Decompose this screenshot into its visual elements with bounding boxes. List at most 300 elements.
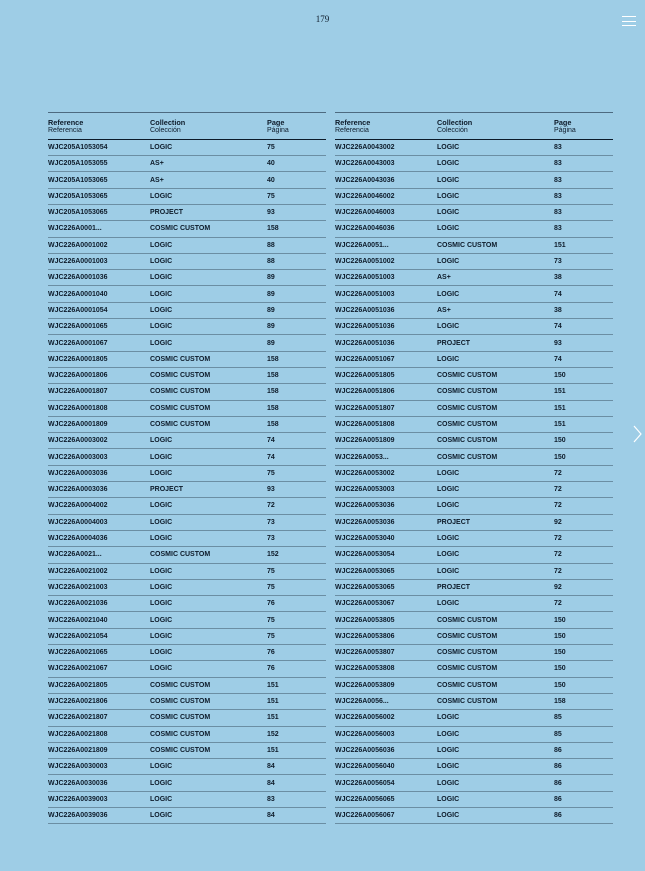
collection-cell: LOGIC	[150, 563, 267, 579]
table-row	[48, 742, 326, 758]
table-row	[48, 547, 326, 563]
table-row	[48, 172, 326, 188]
collection-cell: LOGIC	[150, 775, 267, 791]
collection-cell: LOGIC	[150, 530, 267, 546]
collection-cell: AS+	[437, 270, 554, 286]
page-cell: 150	[554, 449, 613, 465]
page-cell: 72	[554, 498, 613, 514]
reference-cell: WJC226A0043003	[335, 156, 437, 172]
reference-cell: WJC226A0053807	[335, 645, 437, 661]
page-cell: 93	[267, 482, 326, 498]
table-row	[335, 384, 613, 400]
reference-cell: WJC226A0056040	[335, 759, 437, 775]
collection-cell: LOGIC	[150, 514, 267, 530]
table-row	[48, 433, 326, 449]
collection-cell: LOGIC	[150, 807, 267, 823]
page-cell: 150	[554, 677, 613, 693]
reference-cell: WJC226A0021003	[48, 579, 150, 595]
collection-cell: LOGIC	[437, 807, 554, 823]
collection-cell: LOGIC	[150, 286, 267, 302]
reference-cell: WJC226A0051003	[335, 270, 437, 286]
table-row	[48, 482, 326, 498]
reference-cell: WJC226A0053065	[335, 563, 437, 579]
page-cell: 83	[554, 188, 613, 204]
reference-cell: WJC226A0001808	[48, 400, 150, 416]
table-row	[48, 384, 326, 400]
reference-cell: WJC226A0053036	[335, 498, 437, 514]
page-cell: 86	[554, 742, 613, 758]
table-row	[48, 400, 326, 416]
reference-cell: WJC226A0051067	[335, 351, 437, 367]
reference-cell: WJC226A0030003	[48, 759, 150, 775]
collection-cell: COSMIC CUSTOM	[150, 726, 267, 742]
page-cell: 151	[267, 677, 326, 693]
page-cell: 158	[267, 384, 326, 400]
collection-cell: LOGIC	[150, 433, 267, 449]
table-row	[335, 270, 613, 286]
table-row	[48, 612, 326, 628]
reference-cell: WJC226A0053003	[335, 482, 437, 498]
collection-cell: LOGIC	[437, 156, 554, 172]
collection-cell: AS+	[437, 302, 554, 318]
collection-cell: LOGIC	[437, 482, 554, 498]
reference-cell: WJC226A0051809	[335, 433, 437, 449]
page-cell: 75	[267, 139, 326, 155]
table-row	[335, 791, 613, 807]
page-cell: 75	[267, 465, 326, 481]
reference-cell: WJC226A0001036	[48, 270, 150, 286]
page-cell: 38	[554, 270, 613, 286]
table-row	[48, 205, 326, 221]
collection-cell: COSMIC CUSTOM	[150, 221, 267, 237]
table-row	[48, 449, 326, 465]
collection-cell: COSMIC CUSTOM	[437, 384, 554, 400]
table-row	[335, 400, 613, 416]
collection-cell: LOGIC	[437, 726, 554, 742]
reference-cell: WJC226A0001067	[48, 335, 150, 351]
table-row	[335, 579, 613, 595]
page-cell: 72	[554, 596, 613, 612]
table-row	[335, 677, 613, 693]
page-cell: 75	[267, 563, 326, 579]
page-cell: 150	[554, 612, 613, 628]
collection-cell: COSMIC CUSTOM	[437, 449, 554, 465]
page-cell: 83	[267, 791, 326, 807]
collection-cell: COSMIC CUSTOM	[437, 433, 554, 449]
page-cell: 74	[267, 433, 326, 449]
collection-cell: LOGIC	[150, 645, 267, 661]
page-cell: 84	[267, 759, 326, 775]
reference-cell: WJC226A0043002	[335, 139, 437, 155]
table-row	[335, 221, 613, 237]
page-cell: 73	[267, 514, 326, 530]
reference-cell: WJC226A0053054	[335, 547, 437, 563]
reference-cell: WJC226A0004003	[48, 514, 150, 530]
reference-cell: WJC205A1053065	[48, 172, 150, 188]
table-row	[335, 693, 613, 709]
page-cell: 93	[554, 335, 613, 351]
collection-cell: LOGIC	[437, 221, 554, 237]
table-row	[335, 547, 613, 563]
collection-cell: LOGIC	[150, 661, 267, 677]
table-row	[335, 628, 613, 644]
page-cell: 75	[267, 612, 326, 628]
table-row	[335, 335, 613, 351]
header-reference: Reference Referencia	[48, 113, 150, 140]
menu-icon[interactable]	[622, 16, 636, 30]
reference-cell: WJC226A0046036	[335, 221, 437, 237]
collection-cell: LOGIC	[437, 172, 554, 188]
page-cell: 93	[267, 205, 326, 221]
table-row	[335, 433, 613, 449]
collection-cell: COSMIC CUSTOM	[437, 400, 554, 416]
collection-cell: LOGIC	[150, 791, 267, 807]
table-row	[335, 482, 613, 498]
table-row	[48, 270, 326, 286]
collection-cell: LOGIC	[150, 628, 267, 644]
reference-cell: WJC226A0003036	[48, 465, 150, 481]
table-row	[48, 416, 326, 432]
page-cell: 88	[267, 237, 326, 253]
page-cell: 89	[267, 286, 326, 302]
collection-cell: COSMIC CUSTOM	[150, 351, 267, 367]
header-page: Page Página	[267, 113, 326, 140]
collection-cell: COSMIC CUSTOM	[437, 628, 554, 644]
reference-cell: WJC226A0003002	[48, 433, 150, 449]
collection-cell: LOGIC	[437, 596, 554, 612]
reference-cell: WJC226A0001065	[48, 319, 150, 335]
table-row	[335, 661, 613, 677]
collection-cell: AS+	[150, 156, 267, 172]
table-row	[48, 645, 326, 661]
reference-cell: WJC226A0053040	[335, 530, 437, 546]
reference-cell: WJC226A0056...	[335, 693, 437, 709]
page-cell: 85	[554, 726, 613, 742]
page-cell: 86	[554, 775, 613, 791]
chevron-right-icon[interactable]	[632, 425, 642, 443]
page-cell: 92	[554, 579, 613, 595]
collection-cell: LOGIC	[437, 791, 554, 807]
page-cell: 89	[267, 270, 326, 286]
reference-cell: WJC226A0004002	[48, 498, 150, 514]
collection-cell: COSMIC CUSTOM	[437, 693, 554, 709]
page-cell: 151	[267, 710, 326, 726]
collection-cell: COSMIC CUSTOM	[150, 367, 267, 383]
table-header	[48, 113, 326, 140]
table-row	[48, 351, 326, 367]
table-row	[335, 596, 613, 612]
page-cell: 158	[554, 693, 613, 709]
page-cell: 158	[267, 221, 326, 237]
collection-cell: PROJECT	[150, 205, 267, 221]
page-cell: 72	[554, 547, 613, 563]
page-cell: 158	[267, 416, 326, 432]
page-cell: 151	[267, 742, 326, 758]
page-cell: 83	[554, 172, 613, 188]
collection-cell: LOGIC	[150, 759, 267, 775]
reference-cell: WJC226A0051...	[335, 237, 437, 253]
reference-cell: WJC226A0053036	[335, 514, 437, 530]
table-row	[48, 514, 326, 530]
page-cell: 83	[554, 221, 613, 237]
collection-cell: COSMIC CUSTOM	[150, 400, 267, 416]
page-cell: 85	[554, 710, 613, 726]
page-cell: 83	[554, 205, 613, 221]
collection-cell: COSMIC CUSTOM	[150, 693, 267, 709]
table-row	[335, 645, 613, 661]
collection-cell: LOGIC	[437, 188, 554, 204]
collection-cell: LOGIC	[437, 759, 554, 775]
table-row	[335, 465, 613, 481]
reference-cell: WJC226A0001040	[48, 286, 150, 302]
table-row	[335, 759, 613, 775]
collection-cell: LOGIC	[437, 563, 554, 579]
collection-cell: LOGIC	[437, 465, 554, 481]
reference-cell: WJC226A0051806	[335, 384, 437, 400]
page-cell: 158	[267, 400, 326, 416]
page-cell: 74	[554, 351, 613, 367]
reference-cell: WJC226A0051036	[335, 302, 437, 318]
table-row	[48, 221, 326, 237]
reference-cell: WJC226A0021807	[48, 710, 150, 726]
collection-cell: LOGIC	[437, 319, 554, 335]
reference-cell: WJC226A0001809	[48, 416, 150, 432]
table-row	[335, 498, 613, 514]
page-cell: 151	[554, 384, 613, 400]
reference-cell: WJC226A0053806	[335, 628, 437, 644]
reference-table-right	[335, 112, 613, 824]
reference-cell: WJC226A0056003	[335, 726, 437, 742]
table-row	[48, 319, 326, 335]
reference-cell: WJC226A0021...	[48, 547, 150, 563]
table-row	[335, 286, 613, 302]
page-cell: 151	[554, 416, 613, 432]
table-row	[48, 661, 326, 677]
reference-cell: WJC226A0001002	[48, 237, 150, 253]
reference-cell: WJC226A0053...	[335, 449, 437, 465]
reference-cell: WJC226A0001805	[48, 351, 150, 367]
table-row	[335, 563, 613, 579]
collection-cell: COSMIC CUSTOM	[437, 677, 554, 693]
reference-cell: WJC226A0021808	[48, 726, 150, 742]
page-cell: 84	[267, 807, 326, 823]
collection-cell: PROJECT	[437, 514, 554, 530]
table-row	[335, 156, 613, 172]
table-row	[335, 302, 613, 318]
table-header	[335, 113, 613, 140]
page-cell: 75	[267, 628, 326, 644]
page-cell: 75	[267, 579, 326, 595]
page-cell: 89	[267, 302, 326, 318]
table-row	[335, 188, 613, 204]
page-cell: 72	[554, 482, 613, 498]
collection-cell: LOGIC	[437, 530, 554, 546]
collection-cell: COSMIC CUSTOM	[150, 742, 267, 758]
page-cell: 151	[554, 237, 613, 253]
collection-cell: LOGIC	[437, 286, 554, 302]
reference-cell: WJC226A0053808	[335, 661, 437, 677]
page-cell: 151	[267, 693, 326, 709]
table-row	[48, 677, 326, 693]
page-cell: 86	[554, 807, 613, 823]
table-row	[48, 563, 326, 579]
table-row	[335, 514, 613, 530]
table-row	[48, 139, 326, 155]
page-cell: 84	[267, 775, 326, 791]
table-row	[48, 726, 326, 742]
table-row	[48, 286, 326, 302]
collection-cell: LOGIC	[150, 449, 267, 465]
table-row	[48, 807, 326, 823]
table-row	[335, 367, 613, 383]
reference-cell: WJC226A0021067	[48, 661, 150, 677]
collection-cell: LOGIC	[437, 351, 554, 367]
reference-cell: WJC226A0021040	[48, 612, 150, 628]
page-cell: 92	[554, 514, 613, 530]
reference-cell: WJC226A0056036	[335, 742, 437, 758]
reference-cell: WJC226A0046003	[335, 205, 437, 221]
collection-cell: LOGIC	[150, 579, 267, 595]
table-row	[48, 596, 326, 612]
collection-cell: COSMIC CUSTOM	[437, 612, 554, 628]
page-cell: 83	[554, 156, 613, 172]
table-row	[335, 237, 613, 253]
table-row	[335, 807, 613, 823]
table-row	[48, 335, 326, 351]
collection-cell: PROJECT	[150, 482, 267, 498]
table-row	[48, 367, 326, 383]
collection-cell: LOGIC	[437, 710, 554, 726]
page-cell: 83	[554, 139, 613, 155]
collection-cell: LOGIC	[437, 253, 554, 269]
page-cell: 72	[554, 465, 613, 481]
page-cell: 73	[267, 530, 326, 546]
page-cell: 151	[554, 400, 613, 416]
reference-cell: WJC226A0051808	[335, 416, 437, 432]
reference-cell: WJC226A0001806	[48, 367, 150, 383]
table-row	[335, 416, 613, 432]
collection-cell: COSMIC CUSTOM	[150, 416, 267, 432]
reference-cell: WJC226A0056067	[335, 807, 437, 823]
reference-cell: WJC226A0001054	[48, 302, 150, 318]
table-row	[48, 498, 326, 514]
page-cell: 73	[554, 253, 613, 269]
page-cell: 74	[267, 449, 326, 465]
reference-cell: WJC226A0053067	[335, 596, 437, 612]
collection-cell: AS+	[150, 172, 267, 188]
page-cell: 72	[554, 530, 613, 546]
header-page: Page Página	[554, 113, 613, 140]
reference-cell: WJC226A0046002	[335, 188, 437, 204]
collection-cell: LOGIC	[150, 335, 267, 351]
table-row	[48, 579, 326, 595]
page-cell: 76	[267, 645, 326, 661]
collection-cell: LOGIC	[437, 742, 554, 758]
collection-cell: LOGIC	[150, 319, 267, 335]
table-row	[48, 628, 326, 644]
table-row	[48, 302, 326, 318]
collection-cell: LOGIC	[150, 237, 267, 253]
reference-cell: WJC226A0053809	[335, 677, 437, 693]
collection-cell: LOGIC	[150, 302, 267, 318]
collection-cell: COSMIC CUSTOM	[150, 710, 267, 726]
collection-cell: COSMIC CUSTOM	[437, 661, 554, 677]
reference-cell: WJC226A0004036	[48, 530, 150, 546]
table-row	[335, 205, 613, 221]
reference-cell: WJC226A0051036	[335, 319, 437, 335]
table-row	[335, 742, 613, 758]
page-cell: 40	[267, 172, 326, 188]
reference-cell: WJC226A0053065	[335, 579, 437, 595]
collection-cell: LOGIC	[150, 188, 267, 204]
table-row	[335, 530, 613, 546]
table-row	[48, 710, 326, 726]
reference-cell: WJC226A0021002	[48, 563, 150, 579]
reference-cell: WJC226A0003036	[48, 482, 150, 498]
reference-cell: WJC226A0051003	[335, 286, 437, 302]
page-cell: 40	[267, 156, 326, 172]
collection-cell: LOGIC	[150, 612, 267, 628]
page-number: 179	[315, 14, 330, 24]
table-row	[335, 351, 613, 367]
page-cell: 158	[267, 367, 326, 383]
page-cell: 150	[554, 433, 613, 449]
table-row	[335, 449, 613, 465]
reference-cell: WJC226A0003003	[48, 449, 150, 465]
page-cell: 74	[554, 286, 613, 302]
page-cell: 89	[267, 319, 326, 335]
table-row	[48, 188, 326, 204]
table-row	[48, 693, 326, 709]
table-row	[48, 156, 326, 172]
reference-cell: WJC226A0051002	[335, 253, 437, 269]
page-cell: 88	[267, 253, 326, 269]
table-row	[48, 465, 326, 481]
reference-cell: WJC226A0001807	[48, 384, 150, 400]
collection-cell: PROJECT	[437, 335, 554, 351]
collection-cell: COSMIC CUSTOM	[437, 237, 554, 253]
collection-cell: LOGIC	[437, 498, 554, 514]
header-collection: Collection Colección	[437, 113, 554, 140]
reference-cell: WJC226A0039036	[48, 807, 150, 823]
collection-cell: COSMIC CUSTOM	[150, 547, 267, 563]
reference-cell: WJC226A0056002	[335, 710, 437, 726]
collection-cell: COSMIC CUSTOM	[437, 416, 554, 432]
collection-cell: COSMIC CUSTOM	[150, 384, 267, 400]
reference-cell: WJC205A1053055	[48, 156, 150, 172]
table-row	[335, 319, 613, 335]
collection-cell: COSMIC CUSTOM	[437, 367, 554, 383]
collection-cell: COSMIC CUSTOM	[437, 645, 554, 661]
reference-cell: WJC226A0051805	[335, 367, 437, 383]
table-row	[48, 253, 326, 269]
collection-cell: LOGIC	[150, 139, 267, 155]
reference-cell: WJC226A0051807	[335, 400, 437, 416]
reference-table-left	[48, 112, 326, 824]
reference-cell: WJC226A0056065	[335, 791, 437, 807]
reference-cell: WJC226A0043036	[335, 172, 437, 188]
collection-cell: LOGIC	[150, 596, 267, 612]
page-cell: 76	[267, 661, 326, 677]
page-cell: 72	[267, 498, 326, 514]
page-cell: 150	[554, 661, 613, 677]
table-row	[335, 612, 613, 628]
table-row	[335, 172, 613, 188]
page-cell: 152	[267, 547, 326, 563]
reference-cell: WJC226A0039003	[48, 791, 150, 807]
table-row	[48, 775, 326, 791]
reference-cell: WJC226A0001...	[48, 221, 150, 237]
